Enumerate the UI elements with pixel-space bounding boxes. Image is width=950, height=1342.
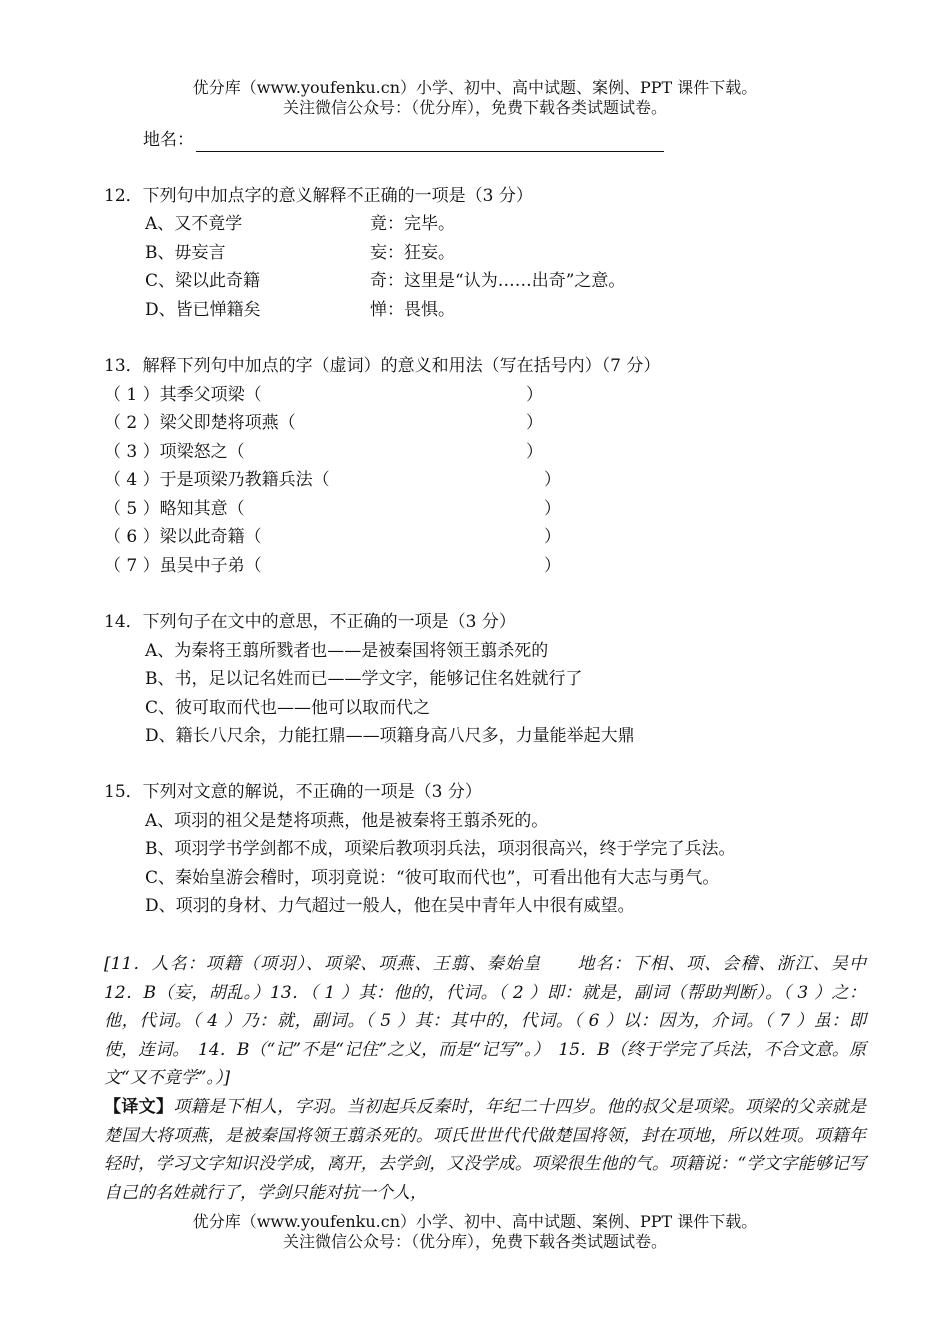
q15-option-b: B、项羽学书学剑都不成，项梁后教项羽兵法，项羽很高兴，终于学完了兵法。 <box>145 839 736 859</box>
q13-item-6: （ 6 ）梁以此奇籍（ ） <box>104 527 561 547</box>
q14-option-c: C、彼可取而代也——他可以取而代之 <box>145 698 431 718</box>
q13-item-1: （ 1 ）其季父项梁（ ） <box>104 385 543 405</box>
translation-label: 【译文】 <box>104 1096 174 1117</box>
place-name-answer-line <box>143 128 664 152</box>
page-header <box>0 78 950 118</box>
q13-item-4: （ 4 ）于是项梁乃教籍兵法（ ） <box>104 470 561 490</box>
question-15-stem: 15．下列对文意的解说，不正确的一项是（3 分） <box>104 782 482 802</box>
answer-underline[interactable] <box>196 133 664 152</box>
footer-line-2: 关注微信公众号：（优分库），免费下载各类试题试卷。 <box>282 1232 667 1251</box>
question-14-stem: 14．下列句子在文中的意思，不正确的一项是（3 分） <box>104 612 516 632</box>
place-label: 地名： <box>143 130 194 150</box>
page-footer <box>0 1212 950 1252</box>
header-line-2: 关注微信公众号：（优分库），免费下载各类试题试卷。 <box>282 98 667 117</box>
q12-option-d: D、皆已惮籍矣 惮：畏惧。 <box>145 300 455 320</box>
answer-key-section <box>104 950 883 1207</box>
q12-option-c: C、梁以此奇籍 奇：这里是“认为……出奇”之意。 <box>145 271 626 291</box>
q12-option-d-definition: 惮：畏惧。 <box>370 300 455 320</box>
q12-option-b-definition: 妄：狂妄。 <box>370 243 455 263</box>
q15-option-d: D、项羽的身材、力气超过一般人，他在吴中青年人中很有威望。 <box>145 896 635 916</box>
translation-text: 项籍是下相人，字羽。当初起兵反秦时，年纪二十四岁。他的叔父是项梁。项梁的父亲就是楚国大将项燕，是被秦国将领王翦杀死的。项氏世世代代做楚国将领，封在项地，所以姓项。项籍年轻时，学习文字知识没学成，离开，去学剑，又没学成。项梁很生他的气。项籍说：“学文字能够记写自己的名姓就行了，学剑只能对抗一个人， <box>104 1096 867 1203</box>
header-line-1: 优分库（www.youfenku.cn）小学、初中、高中试题、案例、PPT 课件下载。 <box>192 78 758 97</box>
q14-option-d: D、籍长八尺余，力能扛鼎——项籍身高八尺多，力量能举起大鼎 <box>145 726 635 746</box>
q14-option-a: A、为秦将王翦所戮者也——是被秦国将领王翦杀死的 <box>145 641 549 661</box>
q14-option-b: B、书，足以记名姓而已——学文字，能够记住名姓就行了 <box>145 669 583 689</box>
answer-key: [11．人名：项籍（项羽）、项梁、项燕、王翦、秦始皇 地名：下相、项、会稽、浙江、吴中 12．B（妄，胡乱。）13．（ 1 ）其：他的，代词。（ 2 ）即：就是，副词（帮助判断）。（ 3 ）之：他，代词。（ 4 ）乃：就，副词。（ 5 ）其：其中的，代词。（ 6 ）以：因为，介词。（ 7 ）虽：即使，连词。 14．B（“记”不是“记住”之义，而是“记写”。） 15．B（终于学完了兵法，不合文意。原文“又不竟学”。）] <box>104 954 883 1089</box>
q13-item-3: （ 3 ）项梁怒之（ ） <box>104 442 543 462</box>
footer-line-1: 优分库（www.youfenku.cn）小学、初中、高中试题、案例、PPT 课件下载。 <box>192 1212 758 1231</box>
question-12-stem: 12．下列句中加点字的意义解释不正确的一项是（3 分） <box>104 186 533 206</box>
translation-paragraph <box>104 1093 866 1207</box>
question-13-stem: 13．解释下列句中加点的字（虚词）的意义和用法（写在括号内）（7 分） <box>104 356 661 376</box>
q13-item-5: （ 5 ）略知其意（ ） <box>104 499 561 519</box>
q15-option-c: C、秦始皇游会稽时，项羽竟说：“彼可取而代也”，可看出他有大志与勇气。 <box>145 868 720 888</box>
q12-option-a: A、又不竟学 竟：完毕。 <box>145 214 455 234</box>
q13-item-2: （ 2 ）梁父即楚将项燕（ ） <box>104 413 543 433</box>
q12-option-a-definition: 竟：完毕。 <box>370 214 455 234</box>
q15-option-a: A、项羽的祖父是楚将项燕，他是被秦将王翦杀死的。 <box>145 811 549 831</box>
q13-item-7: （ 7 ）虽吴中子弟（ ） <box>104 556 561 576</box>
q12-option-c-definition: 奇：这里是“认为……出奇”之意。 <box>370 271 626 291</box>
q12-option-b: B、毋妄言 妄：狂妄。 <box>145 243 455 263</box>
